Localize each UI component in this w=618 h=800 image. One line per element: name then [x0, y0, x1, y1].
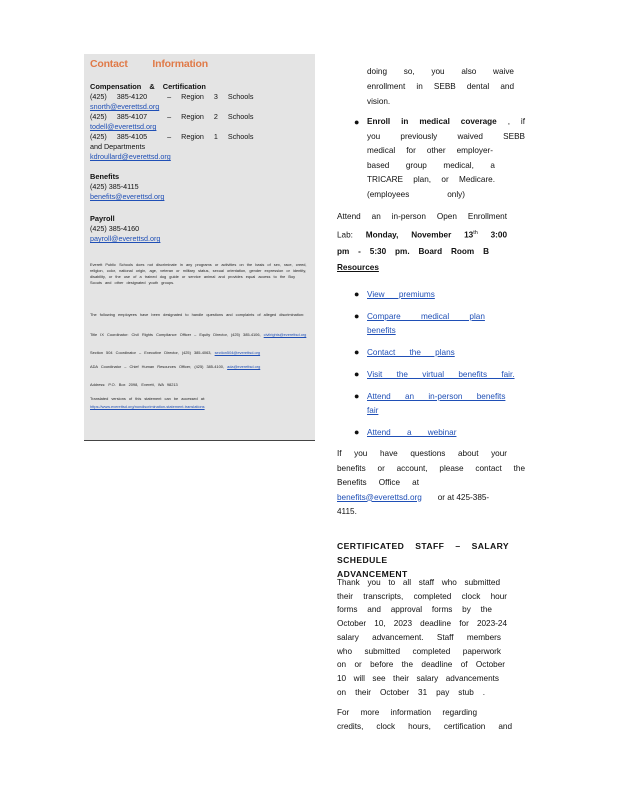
compensation-block [90, 82, 306, 162]
translations-note: Translated versions of this statement can be accessed at: [90, 396, 206, 401]
section-504-coordinator: Section 504 Coordinator – Executive Director, (425) 385-4063, section504@everettsd.org [90, 350, 261, 355]
ada-coordinator: ADA Coordinator – Chief Human Resources Officer, (425) 385-4100, ada@everettsd.org [90, 364, 261, 369]
continued-text: doing so, you also waive enrollment in SEBB dental and vision. [367, 67, 514, 106]
title-ix-coordinator: Title IX Coordinator: Civil Rights Compliance Officer – Equity Director, (425) 385-4106, civilrights@everettsd.org [90, 332, 307, 337]
email-link[interactable]: civilrights@everettsd.org [263, 332, 307, 337]
phone: (425) 385-4115 [90, 182, 139, 191]
phone: (425) 385-4160 [90, 224, 140, 233]
email-link[interactable]: ada@everettsd.org [227, 364, 261, 369]
resources-heading: Resources [337, 263, 379, 272]
region-extra: and Departments [90, 142, 146, 151]
email-link[interactable]: snorth@everettsd.org [90, 102, 160, 111]
contact-plans-link[interactable]: Contact the plans [367, 348, 455, 357]
benefits-block [90, 172, 306, 202]
bullet-icon: ● [354, 369, 360, 379]
phone: (425) 385-4105 [90, 132, 148, 141]
translations-link: https://www.everettsd.org/nondiscrimination-statement-translations [90, 404, 205, 409]
sidebar-title: Contact Information [90, 58, 208, 70]
email-link[interactable]: payroll@everettsd.org [90, 234, 161, 243]
section-title: CERTIFICATED STAFF – SALARY [337, 541, 509, 551]
bullet-bold: Enroll in medical coverage [367, 117, 497, 126]
questions-paragraph: If you have questions about your benefits or account, please contact the Benefits Office at benefits@everettsd.org or at 425-385- 4115. [337, 449, 525, 516]
phone: (425) 385-4120 [90, 92, 148, 101]
email-link[interactable]: kdroullard@everettsd.org [90, 152, 171, 161]
salary-advancement-paragraph: Thank you to all staff who submitted their transcripts, completed clock hour forms and approval forms by the October 10, 2023 deadline for 2023-24 salary advancement. Staff members who submitted completed paperwork on or before the deadline of October 10 will see their salary advancements on their October 31 pay stub . [337, 578, 507, 697]
bullet-icon: ● [354, 117, 360, 127]
view-premiums-link[interactable]: View premiums [367, 290, 435, 299]
bullet-icon: ● [354, 427, 360, 437]
bullet-icon: ● [354, 289, 360, 299]
compensation-heading: Compensation & Certification [90, 82, 206, 91]
nondiscrimination-statement: Everett Public Schools does not discriminate in any programs or activities on the basis of sex, race, creed, religion, color, national origin, age, veteran or military status, sexual orientation, gender expression or identity, disability, or the use of a trained dog guide or service animal and provides equal access to the Boy Scouts and other designated youth groups. [90, 262, 307, 285]
bullet-icon: ● [354, 391, 360, 401]
payroll-block [90, 214, 306, 244]
email-link[interactable]: todell@everettsd.org [90, 122, 157, 131]
open-enrollment-lab: Attend an in-person Open Enrollment Lab: Monday, November 13th 3:00 pm - 5:30 pm. Board Room B [337, 212, 508, 256]
compare-medical-plan-link[interactable]: Compare medical plan [367, 312, 485, 321]
in-person-benefits-fair-link[interactable]: Attend an in-person benefits [367, 392, 506, 401]
compare-medical-plan-link-cont[interactable]: benefits [367, 326, 396, 335]
mailing-address: Address: P.O. Box 2098, Everett, WA 98213 [90, 382, 178, 387]
region: – Region 2 Schools [167, 112, 254, 121]
attend-webinar-link[interactable]: Attend a webinar [367, 428, 457, 437]
bullet-icon: ● [354, 347, 360, 357]
in-person-benefits-fair-link-cont[interactable]: fair [367, 406, 379, 415]
benefits-email-link[interactable]: benefits@everettsd.org [337, 492, 422, 502]
email-link[interactable]: section504@everettsd.org [214, 350, 261, 355]
virtual-benefits-fair-link[interactable]: Visit the virtual benefits fair. [367, 370, 515, 379]
payroll-heading: Payroll [90, 214, 115, 223]
bullet-icon: ● [354, 311, 360, 321]
designated-employees: The following employees have been designated to handle questions and complaints of alleged discrimination: [90, 312, 305, 317]
enroll-bullet: ● Enroll in medical coverage , if you previously waived SEBB medical for other employer- based group medical, a TRICARE plan, or Medicare. (employees only) [354, 117, 525, 199]
benefits-heading: Benefits [90, 172, 120, 181]
section-title-line2: SCHEDULE ADVANCEMENT [337, 555, 408, 579]
region: – Region 1 Schools [167, 132, 254, 141]
email-link[interactable]: benefits@everettsd.org [90, 192, 165, 201]
contact-sidebar [84, 54, 315, 441]
region: – Region 3 Schools [167, 92, 254, 101]
more-info-paragraph: For more information regarding credits, clock hours, certification and [337, 708, 512, 731]
phone: (425) 385-4107 [90, 112, 148, 121]
